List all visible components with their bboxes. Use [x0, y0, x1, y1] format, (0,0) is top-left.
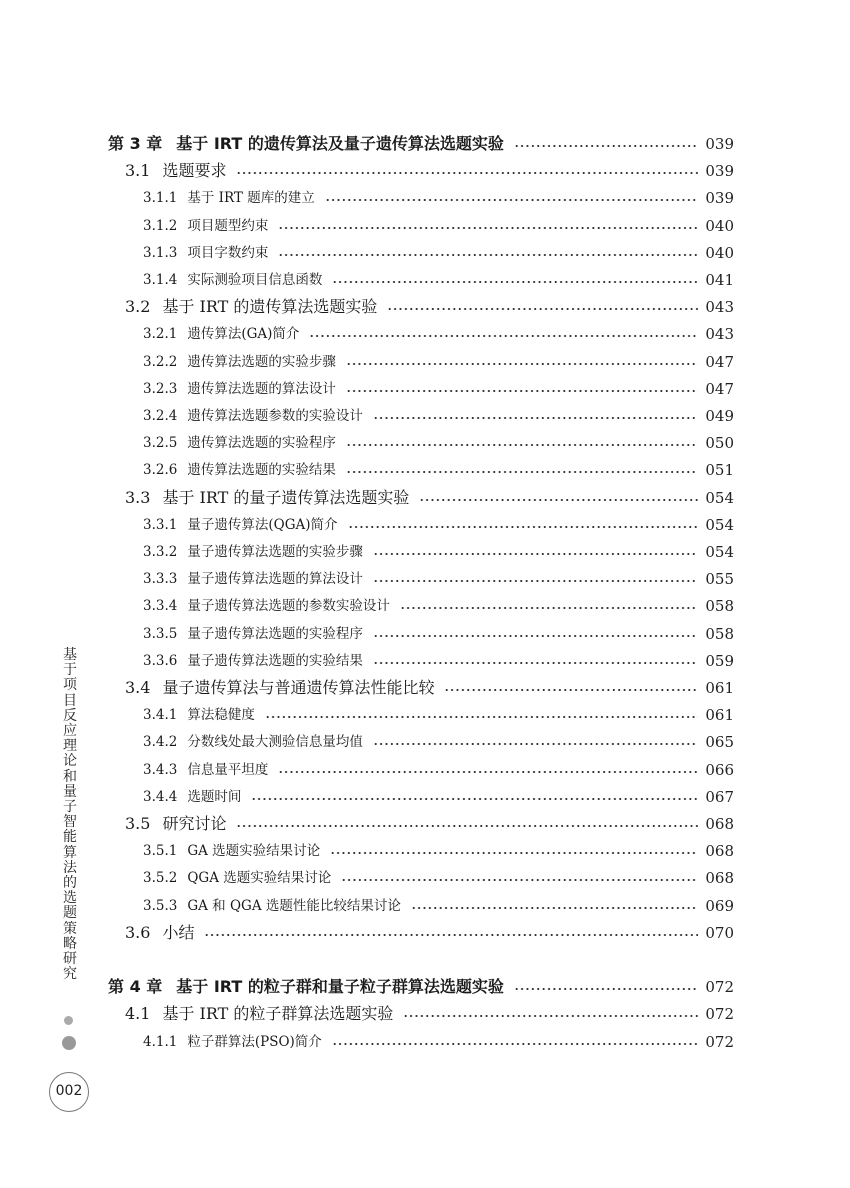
toc-entry-title: 研究讨论: [162, 814, 227, 833]
dot-leader: [373, 580, 698, 582]
toc-entry-sub: [0, 594, 850, 618]
toc-entry-title: 选题要求: [162, 161, 227, 180]
dot-leader: [346, 444, 698, 446]
toc-entry-page: 047: [705, 353, 734, 371]
toc-entry-number: 第 4 章: [108, 977, 163, 996]
toc-entry-label: [143, 866, 331, 890]
toc-entry-number: 3.4.1: [143, 707, 178, 723]
dot-leader: [309, 335, 698, 337]
toc-entry-label: [143, 594, 390, 618]
toc-entry-section: [0, 676, 850, 700]
toc-entry-label: [143, 350, 336, 374]
toc-entry-title: 遗传算法(GA)简介: [187, 326, 300, 342]
toc-entry-page: 039: [705, 189, 734, 207]
dot-leader: [514, 988, 698, 990]
toc-entry-page: 072: [705, 1033, 734, 1051]
dot-leader: [236, 825, 698, 827]
toc-entry-number: 3.4.4: [143, 789, 178, 805]
toc-entry-label: [125, 159, 226, 183]
toc-entry-label: [143, 785, 241, 809]
toc-entry-sub: [0, 758, 850, 782]
toc-entry-number: 3.5: [125, 814, 151, 833]
toc-entry-title: 遗传算法选题的实验结果: [187, 462, 336, 478]
toc-entry-title: 量子遗传算法选题的实验结果: [187, 653, 363, 669]
toc-entry-title: GA 选题实验结果讨论: [187, 843, 321, 859]
toc-entry-sub: [0, 377, 850, 401]
toc-entry-number: 3.2.6: [143, 462, 178, 478]
toc-entry-label: [143, 458, 336, 482]
toc-entry-number: 3.4.3: [143, 762, 178, 778]
toc-entry-page: 054: [705, 516, 734, 534]
toc-entry-label: [143, 540, 363, 564]
toc-entry-sub: [0, 540, 850, 564]
dot-leader: [251, 798, 698, 800]
toc-entry-label: [143, 268, 322, 292]
toc-entry-page: 066: [705, 761, 734, 779]
toc-entry-sub: [0, 866, 850, 890]
toc-entry-label: [143, 649, 363, 673]
dot-leader: [346, 471, 698, 473]
toc-entry-label: [143, 186, 315, 210]
toc-entry-label: [143, 758, 268, 782]
toc-entry-title: 基于 IRT 的粒子群和量子粒子群算法选题实验: [176, 977, 504, 996]
toc-entry-title: 基于 IRT 的量子遗传算法选题实验: [162, 488, 410, 507]
toc-entry-number: 3.1.3: [143, 245, 178, 261]
toc-entry-page: 049: [705, 407, 734, 425]
toc-entry-section: [0, 295, 850, 319]
toc-entry-title: 量子遗传算法选题的算法设计: [187, 571, 363, 587]
toc-entry-page: 058: [705, 597, 734, 615]
toc-entry-label: [143, 894, 401, 918]
dot-leader: [278, 771, 698, 773]
toc-entry-page: 039: [705, 162, 734, 180]
toc-entry-page: 055: [705, 570, 734, 588]
toc-entry-label: [143, 622, 363, 646]
toc-entry-label: [125, 295, 377, 319]
toc-entry-label: [125, 486, 409, 510]
toc-entry-title: 量子遗传算法选题的参数实验设计: [187, 598, 390, 614]
toc-entry-number: 3.2.5: [143, 435, 178, 451]
toc-entry-number: 3.2.1: [143, 326, 178, 342]
toc-entry-number: 3.4.2: [143, 734, 178, 750]
toc-entry-page: 068: [705, 842, 734, 860]
toc-entry-label: [143, 839, 320, 863]
toc-entry-title: 基于 IRT 的粒子群算法选题实验: [162, 1004, 394, 1023]
toc-entry-number: 3.3.3: [143, 571, 178, 587]
dot-leader: [411, 907, 698, 909]
dot-leader: [332, 1043, 698, 1045]
toc-entry-sub: [0, 458, 850, 482]
toc-entry-section: [0, 921, 850, 945]
toc-entry-label: [143, 322, 299, 346]
dot-leader: [400, 607, 698, 609]
toc-entry-section: [0, 812, 850, 836]
dot-leader: [265, 716, 698, 718]
dot-leader: [346, 363, 698, 365]
toc-entry-page: 047: [705, 380, 734, 398]
toc-entry-number: 3.4: [125, 678, 151, 697]
dot-leader: [348, 526, 699, 528]
toc-entry-label: [125, 812, 226, 836]
toc-entry-sub: [0, 268, 850, 292]
toc-entry-title: 信息量平坦度: [187, 762, 269, 778]
toc-entry-page: 067: [705, 788, 734, 806]
toc-entry-title: 量子遗传算法与普通遗传算法性能比较: [162, 678, 435, 697]
toc-entry-number: 3.2.3: [143, 381, 178, 397]
toc-entry-page: 061: [705, 679, 734, 697]
toc-entry-label: [143, 214, 268, 238]
toc-entry-title: 粒子群算法(PSO)简介: [187, 1034, 322, 1050]
toc-entry-number: 3.5.3: [143, 898, 178, 914]
toc-entry-page: 040: [705, 217, 734, 235]
decorative-dot-large: [62, 1036, 76, 1050]
dot-leader: [373, 743, 698, 745]
decorative-dot-small: [64, 1016, 73, 1025]
toc-entry-title: 实际测验项目信息函数: [187, 272, 323, 288]
toc-entry-label: [108, 975, 504, 999]
toc-entry-page: 059: [705, 652, 734, 670]
toc-entry-title: 项目题型约束: [187, 218, 269, 234]
toc-entry-page: 041: [705, 271, 734, 289]
toc-entry-label: [143, 404, 363, 428]
toc-entry-sub: [0, 186, 850, 210]
toc-entry-sub: [0, 839, 850, 863]
toc-entry-title: 量子遗传算法选题的实验步骤: [187, 544, 363, 560]
toc-entry-title: 算法稳健度: [187, 707, 255, 723]
running-title: 基于项目反应理论和量子智能算法的选题策略研究: [63, 647, 77, 983]
toc-entry-page: 054: [705, 489, 734, 507]
toc-entry-number: 第 3 章: [108, 134, 163, 153]
toc-entry-label: [143, 431, 336, 455]
toc-entry-number: 3.6: [125, 923, 151, 942]
toc-entry-title: 小结: [162, 923, 195, 942]
toc-entry-title: 遗传算法选题的实验步骤: [187, 354, 336, 370]
toc-entry-sub: [0, 622, 850, 646]
dot-leader: [341, 879, 698, 881]
toc-entry-sub: [0, 1030, 850, 1054]
toc-entry-title: 基于 IRT 的遗传算法选题实验: [162, 297, 378, 316]
toc-entry-page: 072: [705, 978, 734, 996]
dot-leader: [330, 852, 698, 854]
dot-leader: [403, 1015, 698, 1017]
toc-entry-title: 遗传算法选题的实验程序: [187, 435, 336, 451]
toc-entry-title: 遗传算法选题参数的实验设计: [187, 408, 363, 424]
toc-entry-number: 3.5.1: [143, 843, 178, 859]
toc-entry-sub: [0, 404, 850, 428]
toc-entry-page: 043: [705, 298, 734, 316]
toc-entry-label: [125, 676, 434, 700]
toc-entry-title: QGA 选题实验结果讨论: [187, 870, 332, 886]
toc-entry-number: 3.3: [125, 488, 151, 507]
toc-entry-number: 3.1.1: [143, 190, 178, 206]
toc-entry-sub: [0, 350, 850, 374]
toc-entry-title: 选题时间: [187, 789, 242, 805]
dot-leader: [346, 390, 698, 392]
dot-leader: [373, 553, 698, 555]
toc-entry-page: 069: [705, 897, 734, 915]
toc-entry-page: 068: [705, 815, 734, 833]
toc-entry-number: 3.3.2: [143, 544, 178, 560]
toc-entry-number: 3.1.2: [143, 218, 178, 234]
dot-leader: [373, 662, 698, 664]
dot-leader: [387, 308, 698, 310]
toc-entry-title: 量子遗传算法选题的实验程序: [187, 626, 363, 642]
toc-entry-page: 070: [705, 924, 734, 942]
toc-entry-page: 051: [705, 461, 734, 479]
toc-entry-title: GA 和 QGA 选题性能比较结果讨论: [187, 898, 401, 914]
toc-entry-sub: [0, 241, 850, 265]
dot-leader: [332, 281, 698, 283]
toc-entry-label: [143, 513, 338, 537]
toc-entry-number: 3.2.4: [143, 408, 178, 424]
toc-entry-label: [125, 921, 194, 945]
toc-entry-number: 3.3.4: [143, 598, 178, 614]
dot-leader: [278, 254, 698, 256]
toc-entry-sub: [0, 431, 850, 455]
dot-leader: [444, 689, 698, 691]
toc-entry-title: 量子遗传算法(QGA)简介: [187, 517, 338, 533]
toc-entry-page: 054: [705, 543, 734, 561]
toc-entry-label: [143, 1030, 322, 1054]
dot-leader: [373, 417, 698, 419]
toc-entry-page: 061: [705, 706, 734, 724]
toc-entry-label: [143, 567, 363, 591]
dot-leader: [419, 499, 698, 501]
page-number: 002: [49, 1072, 89, 1112]
toc-entry-page: 040: [705, 244, 734, 262]
toc-entry-number: 3.2: [125, 297, 151, 316]
toc-entry-section: [0, 1002, 850, 1026]
toc-entry-number: 3.5.2: [143, 870, 178, 886]
toc-entry-sub: [0, 513, 850, 537]
toc-entry-title: 基于 IRT 题库的建立: [187, 190, 315, 206]
toc-entry-number: 3.3.1: [143, 517, 178, 533]
toc-entry-page: 065: [705, 733, 734, 751]
toc-entry-chapter: [0, 975, 850, 999]
toc-entry-page: 072: [705, 1005, 734, 1023]
toc-entry-number: 3.3.5: [143, 626, 178, 642]
toc-entry-page: 039: [705, 135, 734, 153]
toc-entry-number: 4.1: [125, 1004, 151, 1023]
toc-entry-page: 043: [705, 325, 734, 343]
toc-entry-section: [0, 486, 850, 510]
dot-leader: [373, 635, 698, 637]
toc-entry-number: 3.2.2: [143, 354, 178, 370]
toc-entry-label: [108, 132, 504, 156]
toc-entry-number: 3.1.4: [143, 272, 178, 288]
toc-entry-section: [0, 159, 850, 183]
toc-entry-number: 4.1.1: [143, 1034, 178, 1050]
toc-entry-sub: [0, 785, 850, 809]
toc-entry-number: 3.1: [125, 161, 151, 180]
dot-leader: [325, 199, 698, 201]
toc-entry-title: 分数线处最大测验信息量均值: [187, 734, 363, 750]
toc-entry-title: 项目字数约束: [187, 245, 269, 261]
toc-entry-label: [143, 703, 255, 727]
toc-entry-sub: [0, 703, 850, 727]
toc-entry-label: [143, 730, 363, 754]
toc-entry-sub: [0, 567, 850, 591]
toc-entry-sub: [0, 730, 850, 754]
toc-entry-page: 050: [705, 434, 734, 452]
toc-entry-title: 基于 IRT 的遗传算法及量子遗传算法选题实验: [176, 134, 504, 153]
toc-entry-label: [143, 377, 336, 401]
toc-entry-title: 遗传算法选题的算法设计: [187, 381, 336, 397]
toc-entry-page: 068: [705, 869, 734, 887]
dot-leader: [236, 172, 698, 174]
toc-entry-sub: [0, 649, 850, 673]
toc-entry-number: 3.3.6: [143, 653, 178, 669]
toc-entry-label: [143, 241, 268, 265]
dot-leader: [514, 145, 698, 147]
toc-entry-sub: [0, 322, 850, 346]
toc-entry-sub: [0, 894, 850, 918]
toc-entry-page: 058: [705, 625, 734, 643]
toc-entry-label: [125, 1002, 393, 1026]
toc-entry-sub: [0, 214, 850, 238]
dot-leader: [204, 934, 698, 936]
toc-entry-chapter: [0, 132, 850, 156]
dot-leader: [278, 227, 698, 229]
